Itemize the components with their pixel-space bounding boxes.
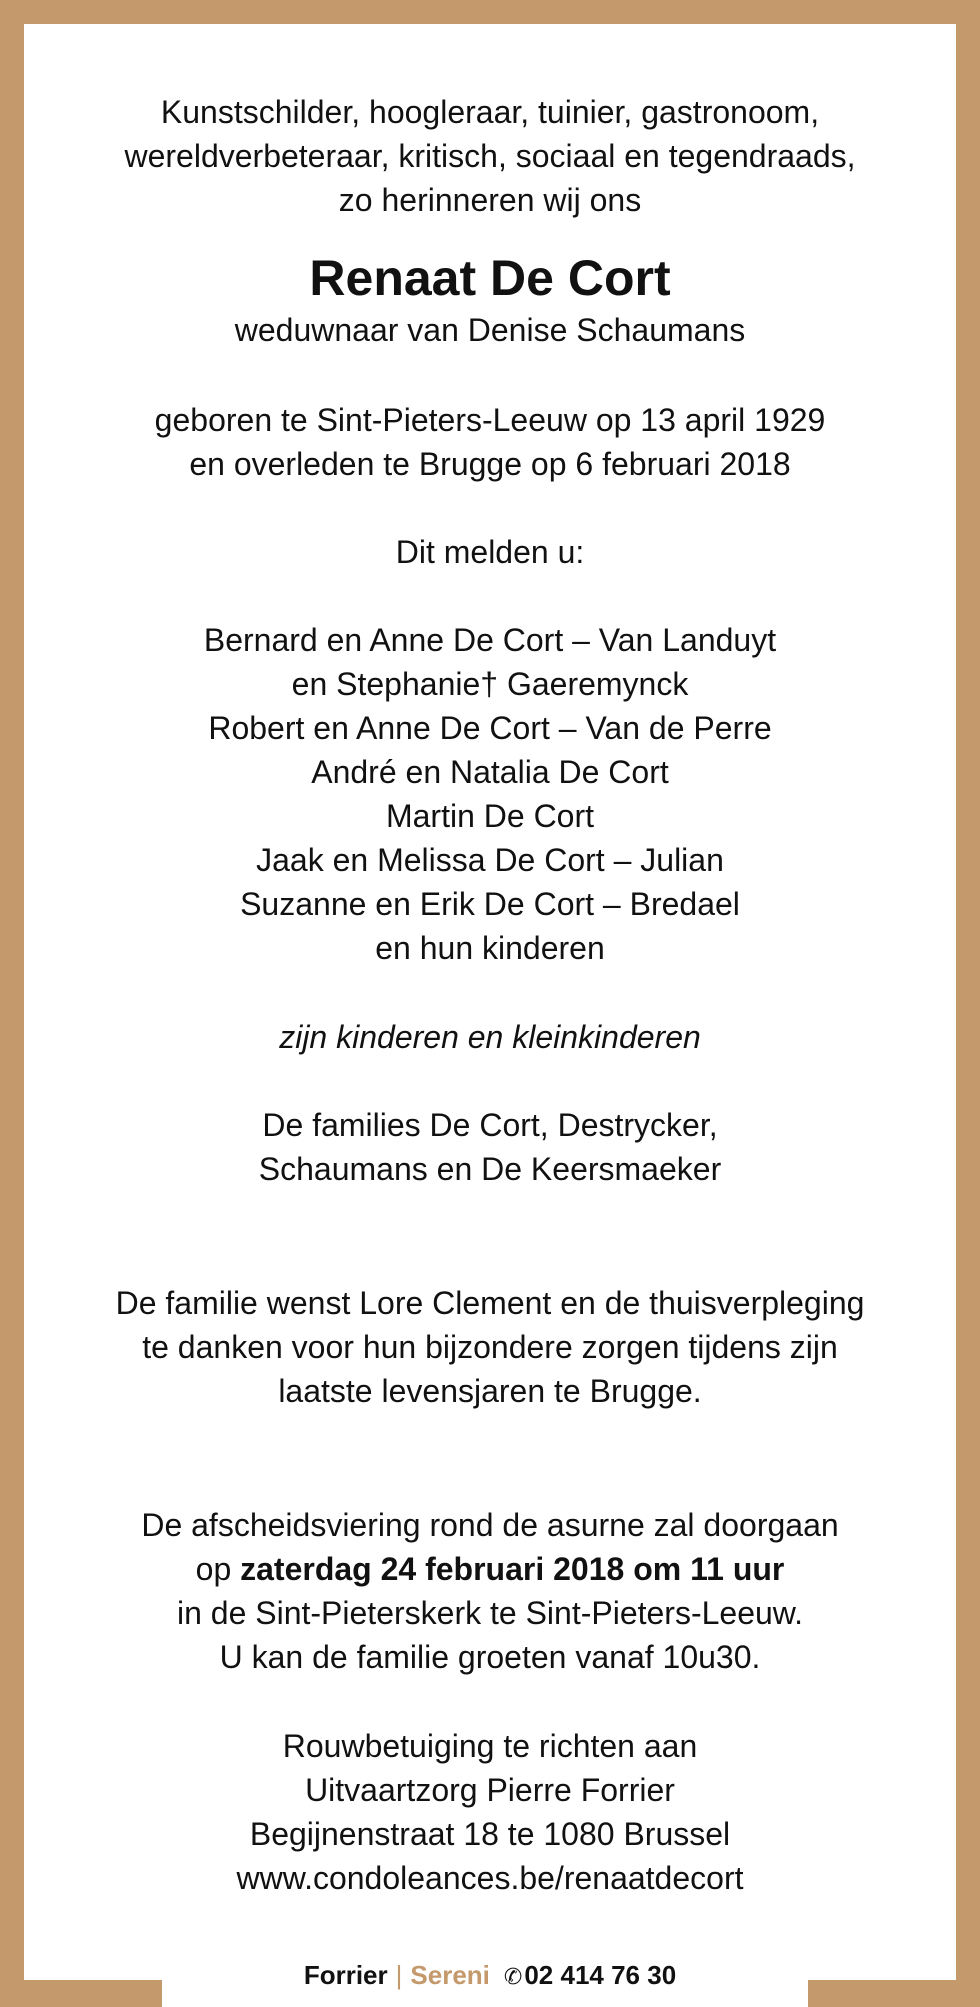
spacer <box>24 970 956 1015</box>
brand-separator: | <box>395 1960 403 1990</box>
child-line: Bernard en Anne De Cort – Van Landuyt <box>203 622 777 658</box>
intro-line: zo herinneren wij ons <box>338 182 642 218</box>
ceremony-line: De afscheidsviering rond de asurne zal doorgaan <box>141 1507 839 1543</box>
child-line: en hun kinderen <box>375 930 605 966</box>
spacer <box>24 1413 956 1503</box>
footer-phone <box>504 1960 676 1990</box>
announce-line: Dit melden u: <box>395 534 585 570</box>
child-line: Martin De Cort <box>385 798 595 834</box>
condolence-line: Rouwbetuiging te richten aan <box>282 1728 698 1764</box>
spacer <box>24 1059 956 1103</box>
thanks-line: De familie wenst Lore Clement en de thuisverpleging <box>115 1285 865 1321</box>
spacer <box>24 222 956 242</box>
families-line: Schaumans en De Keersmaeker <box>258 1151 722 1187</box>
spacer <box>24 1191 956 1281</box>
footer-brand <box>24 1960 956 1992</box>
spacer <box>24 574 956 618</box>
intro-line: Kunstschilder, hoogleraar, tuinier, gastronoom, <box>160 94 820 130</box>
brand-sereni: Sereni <box>410 1960 490 1990</box>
child-line: Suzanne en Erik De Cort – Bredael <box>240 886 740 922</box>
condolence-url[interactable]: www.condoleances.be/renaatdecort <box>236 1860 744 1896</box>
child-line: en Stephanie† Gaeremynck <box>291 666 689 702</box>
ceremony-date-prefix: op <box>195 1551 241 1587</box>
obituary-content <box>24 90 956 1900</box>
thanks-line: te danken voor hun bijzondere zorgen tijdens zijn <box>142 1329 838 1365</box>
child-line: Jaak en Melissa De Cort – Julian <box>256 842 724 878</box>
families-line: De families De Cort, Destrycker, <box>262 1107 718 1143</box>
phone-icon: ✆ <box>503 1964 523 1989</box>
ceremony-line: U kan de familie groeten vanaf 10u30. <box>219 1639 761 1675</box>
thanks-line: laatste levensjaren te Brugge. <box>278 1373 702 1409</box>
birth-line: geboren te Sint-Pieters-Leeuw op 13 april 1929 <box>154 402 826 438</box>
condolence-line: Begijnenstraat 18 te 1080 Brussel <box>249 1816 731 1852</box>
phone-number: 02 414 76 30 <box>524 1960 677 1990</box>
spacer <box>24 486 956 530</box>
children-caption: zijn kinderen en kleinkinderen <box>279 1019 701 1055</box>
spacer <box>24 1679 956 1724</box>
spacer <box>24 352 956 398</box>
ceremony-date: zaterdag 24 februari 2018 om 11 uur <box>240 1551 785 1587</box>
ceremony-line: in de Sint-Pieterskerk te Sint-Pieters-Leeuw. <box>176 1595 804 1631</box>
intro-line: wereldverbeteraar, kritisch, sociaal en tegendraads, <box>124 138 856 174</box>
child-line: André en Natalia De Cort <box>311 754 669 790</box>
child-line: Robert en Anne De Cort – Van de Perre <box>208 710 772 746</box>
ceremony-date-line <box>24 1547 956 1591</box>
brand-forrier: Forrier <box>303 1960 388 1990</box>
deceased-spouse: weduwnaar van Denise Schaumans <box>234 312 746 348</box>
death-line: en overleden te Brugge op 6 februari 2018 <box>189 446 791 482</box>
deceased-name: Renaat De Cort <box>309 250 671 306</box>
condolence-line: Uitvaartzorg Pierre Forrier <box>305 1772 675 1808</box>
